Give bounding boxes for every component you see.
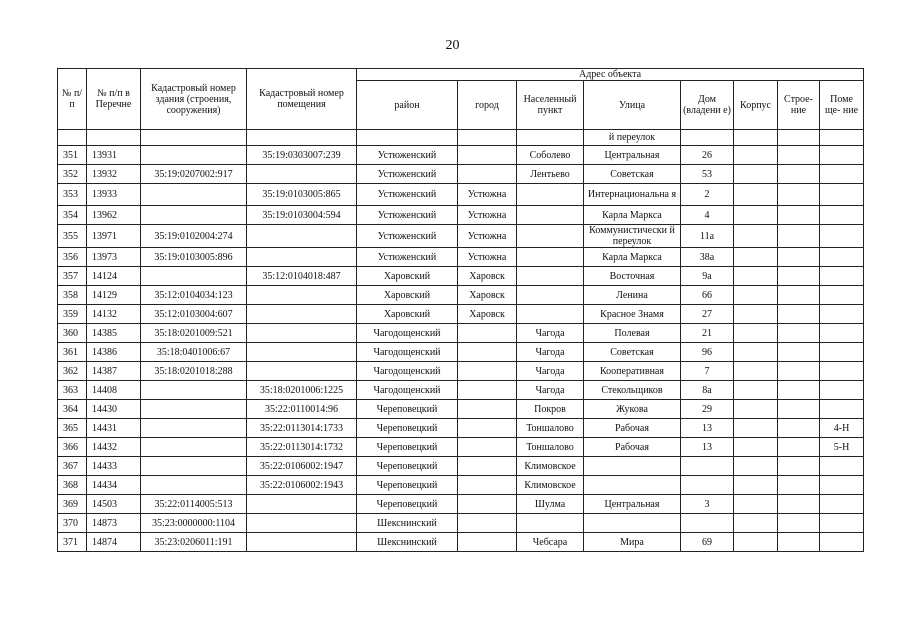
cell-num-in-list: 14387 xyxy=(87,362,141,381)
cell-settlement: Чебсара xyxy=(517,533,584,552)
cell-house: 13 xyxy=(681,419,734,438)
cell-cad-room xyxy=(247,248,357,267)
cell-room xyxy=(820,225,864,248)
header-house: Дом (владени е) xyxy=(681,81,734,130)
cell-korpus xyxy=(734,286,778,305)
table-row xyxy=(58,267,864,286)
cell-house: 4 xyxy=(681,206,734,225)
cell-stroenie xyxy=(778,184,820,206)
cell-district: Шекснинский xyxy=(357,514,458,533)
cell-city: Харовск xyxy=(458,267,517,286)
cell-city xyxy=(458,400,517,419)
cell-cad-room xyxy=(247,324,357,343)
cell-korpus xyxy=(734,381,778,400)
cell-district: Череповецкий xyxy=(357,476,458,495)
cell-num-in-list: 14873 xyxy=(87,514,141,533)
cell-city xyxy=(458,438,517,457)
cell-num-in-list: 13962 xyxy=(87,206,141,225)
cell-district: Устюженский xyxy=(357,248,458,267)
cell-city xyxy=(458,324,517,343)
cell-street: Карла Маркса xyxy=(584,248,681,267)
cell-stroenie xyxy=(778,225,820,248)
cell-street: Центральная xyxy=(584,495,681,514)
table-row xyxy=(58,248,864,267)
cell-room xyxy=(820,514,864,533)
cell-city xyxy=(458,476,517,495)
cell-cad-building: 35:18:0201018:288 xyxy=(141,362,247,381)
table-row xyxy=(58,305,864,324)
cell-num: 371 xyxy=(58,533,87,552)
cell-cad-building xyxy=(141,381,247,400)
cell-street: Интернациональна я xyxy=(584,184,681,206)
table-row xyxy=(58,533,864,552)
cell-settlement: Чагода xyxy=(517,362,584,381)
cell-num: 360 xyxy=(58,324,87,343)
header-korpus: Корпус xyxy=(734,81,778,130)
cell-house: 69 xyxy=(681,533,734,552)
cell-stroenie xyxy=(778,381,820,400)
cell-district: Харовский xyxy=(357,305,458,324)
cell-house: 53 xyxy=(681,165,734,184)
cell-city: Харовск xyxy=(458,305,517,324)
cell-room xyxy=(820,362,864,381)
cell-house: 29 xyxy=(681,400,734,419)
cell-cad-building xyxy=(141,267,247,286)
cell-korpus xyxy=(734,476,778,495)
cell-cad-building xyxy=(141,146,247,165)
cell-korpus xyxy=(734,206,778,225)
cell-num-in-list: 14132 xyxy=(87,305,141,324)
cell-street: Коммунистически й переулок xyxy=(584,225,681,248)
cell-street: Восточная xyxy=(584,267,681,286)
cell-house: 38а xyxy=(681,248,734,267)
cell-house: 66 xyxy=(681,286,734,305)
cell-city xyxy=(458,165,517,184)
cell-cad-building xyxy=(141,400,247,419)
page-number: 20 xyxy=(445,38,460,53)
cell-num-in-list: 14433 xyxy=(87,457,141,476)
cell-stroenie xyxy=(778,343,820,362)
cell-stroenie xyxy=(778,419,820,438)
cell-cad-room: 35:12:0104018:487 xyxy=(247,267,357,286)
cell-num: 357 xyxy=(58,267,87,286)
cell-num: 361 xyxy=(58,343,87,362)
cell-num-in-list: 14432 xyxy=(87,438,141,457)
cell-room xyxy=(820,165,864,184)
cell-street: Жукова xyxy=(584,400,681,419)
cell-stroenie xyxy=(778,165,820,184)
cell-num: 356 xyxy=(58,248,87,267)
cell-district: Череповецкий xyxy=(357,457,458,476)
cell-settlement xyxy=(517,305,584,324)
cell-num: 359 xyxy=(58,305,87,324)
cell-num: 369 xyxy=(58,495,87,514)
cell-korpus xyxy=(734,400,778,419)
cell-num: 367 xyxy=(58,457,87,476)
cell-house xyxy=(681,514,734,533)
cell-city xyxy=(458,457,517,476)
cell-room xyxy=(820,400,864,419)
table-row xyxy=(58,495,864,514)
cell-num: 351 xyxy=(58,146,87,165)
cell-cad-building: 35:23:0000000:1104 xyxy=(141,514,247,533)
cell-house: 96 xyxy=(681,343,734,362)
cell-city xyxy=(458,146,517,165)
cell-room xyxy=(820,476,864,495)
cell-city xyxy=(458,514,517,533)
cell-num-in-list: 14430 xyxy=(87,400,141,419)
cell-settlement xyxy=(517,225,584,248)
header-settlement: Населенный пункт xyxy=(517,81,584,130)
cell-city xyxy=(458,381,517,400)
cell-cad-building xyxy=(141,457,247,476)
cell-room xyxy=(820,286,864,305)
table-row xyxy=(58,165,864,184)
cell-num: 352 xyxy=(58,165,87,184)
cell-cad-room xyxy=(247,286,357,305)
cell-korpus xyxy=(734,324,778,343)
cell-cad-building xyxy=(141,184,247,206)
cell-cad-room xyxy=(247,225,357,248)
cell-settlement: Покров xyxy=(517,400,584,419)
cell-room xyxy=(820,381,864,400)
cell-cad-room xyxy=(247,533,357,552)
cell-korpus xyxy=(734,165,778,184)
cell-korpus xyxy=(734,343,778,362)
cell-stroenie xyxy=(778,495,820,514)
cell-district: Устюженский xyxy=(357,146,458,165)
cell-stroenie xyxy=(778,533,820,552)
cell-korpus xyxy=(734,533,778,552)
table-row xyxy=(58,438,864,457)
header-city: город xyxy=(458,81,517,130)
cell-num: 370 xyxy=(58,514,87,533)
cell-settlement: Соболево xyxy=(517,146,584,165)
cell-num: 366 xyxy=(58,438,87,457)
header-street: Улица xyxy=(584,81,681,130)
cell-cad-building: 35:23:0206011:191 xyxy=(141,533,247,552)
cell-num-in-list: 14874 xyxy=(87,533,141,552)
cell-settlement: Климовское xyxy=(517,457,584,476)
cell-district: Чагодощенский xyxy=(357,362,458,381)
cell-city: Устюжна xyxy=(458,184,517,206)
cell-korpus xyxy=(734,514,778,533)
cell-district: Устюженский xyxy=(357,206,458,225)
cell-settlement xyxy=(517,206,584,225)
cell-stroenie xyxy=(778,400,820,419)
cell-street: й переулок xyxy=(584,130,681,146)
cell-num-in-list: 13973 xyxy=(87,248,141,267)
cell-cad-building: 35:22:0114005:513 xyxy=(141,495,247,514)
table-row xyxy=(58,419,864,438)
cell-room xyxy=(820,533,864,552)
cell-num-in-list: 14408 xyxy=(87,381,141,400)
cell-district: Чагодощенский xyxy=(357,324,458,343)
header-num-in-list: № п/п в Перечне xyxy=(87,69,141,130)
cell-street: Стекольщиков xyxy=(584,381,681,400)
cell-city: Устюжна xyxy=(458,206,517,225)
cell-num-in-list: 14503 xyxy=(87,495,141,514)
cell-settlement: Шулма xyxy=(517,495,584,514)
table-row xyxy=(58,225,864,248)
cell-cad-building xyxy=(141,206,247,225)
cell-korpus xyxy=(734,146,778,165)
cell-street: Рабочая xyxy=(584,419,681,438)
cell-district: Харовский xyxy=(357,286,458,305)
cell-num: 354 xyxy=(58,206,87,225)
cell-num-in-list: 14434 xyxy=(87,476,141,495)
cell-district: Устюженский xyxy=(357,165,458,184)
cell-house: 13 xyxy=(681,438,734,457)
cell-street: Мира xyxy=(584,533,681,552)
cell-settlement: Климовское xyxy=(517,476,584,495)
continuation-row xyxy=(58,130,864,146)
cell-cad-room xyxy=(247,495,357,514)
cell-house: 2 xyxy=(681,184,734,206)
cell-house: 26 xyxy=(681,146,734,165)
cell-settlement: Лентьево xyxy=(517,165,584,184)
cell-house: 7 xyxy=(681,362,734,381)
cell-room xyxy=(820,184,864,206)
cell-city xyxy=(458,419,517,438)
cell-num: 358 xyxy=(58,286,87,305)
cell-cad-room xyxy=(247,305,357,324)
cell-num: 362 xyxy=(58,362,87,381)
cell-num: 368 xyxy=(58,476,87,495)
cell-stroenie xyxy=(778,286,820,305)
cell-stroenie xyxy=(778,514,820,533)
cell-house xyxy=(681,476,734,495)
cell-korpus xyxy=(734,362,778,381)
cell-district: Устюженский xyxy=(357,225,458,248)
cell-cad-building: 35:18:0201009:521 xyxy=(141,324,247,343)
table-row xyxy=(58,324,864,343)
cell-stroenie xyxy=(778,476,820,495)
cell-cad-room: 35:19:0303007:239 xyxy=(247,146,357,165)
cell-stroenie xyxy=(778,457,820,476)
table-row xyxy=(58,457,864,476)
cell-district: Устюженский xyxy=(357,184,458,206)
cell-num-in-list: 14431 xyxy=(87,419,141,438)
cell-cad-room: 35:18:0201006:1225 xyxy=(247,381,357,400)
cell-stroenie xyxy=(778,146,820,165)
cell-district: Череповецкий xyxy=(357,438,458,457)
cell-street: Карла Маркса xyxy=(584,206,681,225)
cell-cad-room: 35:22:0106002:1947 xyxy=(247,457,357,476)
cell-num-in-list: 14129 xyxy=(87,286,141,305)
cell-house: 8а xyxy=(681,381,734,400)
cell-cad-building: 35:12:0103004:607 xyxy=(141,305,247,324)
cell-house: 9а xyxy=(681,267,734,286)
cell-stroenie xyxy=(778,305,820,324)
cell-house xyxy=(681,457,734,476)
cell-street: Ленина xyxy=(584,286,681,305)
cell-district: Чагодощенский xyxy=(357,343,458,362)
cell-num: 363 xyxy=(58,381,87,400)
cell-district: Шекснинский xyxy=(357,533,458,552)
cell-num: 365 xyxy=(58,419,87,438)
cell-district: Харовский xyxy=(357,267,458,286)
cell-settlement: Тоншалово xyxy=(517,419,584,438)
cell-settlement xyxy=(517,286,584,305)
header-cad-room: Кадастровый номер помещения xyxy=(247,69,357,130)
cell-cad-building: 35:19:0103005:896 xyxy=(141,248,247,267)
cell-house: 27 xyxy=(681,305,734,324)
cell-korpus xyxy=(734,457,778,476)
cell-cad-room xyxy=(247,362,357,381)
cell-room xyxy=(820,457,864,476)
cell-num-in-list: 13932 xyxy=(87,165,141,184)
cell-korpus xyxy=(734,267,778,286)
cell-city xyxy=(458,533,517,552)
cell-cad-room: 35:19:0103004:594 xyxy=(247,206,357,225)
cell-room xyxy=(820,324,864,343)
cell-num-in-list: 13933 xyxy=(87,184,141,206)
cell-district: Чагодощенский xyxy=(357,381,458,400)
cell-street xyxy=(584,476,681,495)
cell-settlement xyxy=(517,248,584,267)
header-district: район xyxy=(357,81,458,130)
cell-settlement: Чагода xyxy=(517,324,584,343)
cell-cad-building xyxy=(141,419,247,438)
table-row xyxy=(58,400,864,419)
cell-settlement xyxy=(517,184,584,206)
objects-table xyxy=(57,68,864,552)
cell-street: Советская xyxy=(584,165,681,184)
cell-stroenie xyxy=(778,324,820,343)
cell-settlement: Чагода xyxy=(517,381,584,400)
cell-num-in-list: 14386 xyxy=(87,343,141,362)
cell-settlement xyxy=(517,514,584,533)
cell-city xyxy=(458,343,517,362)
table-row xyxy=(58,381,864,400)
cell-cad-building: 35:12:0104034:123 xyxy=(141,286,247,305)
cell-cad-building: 35:18:0401006:67 xyxy=(141,343,247,362)
cell-district: Череповецкий xyxy=(357,400,458,419)
cell-cad-building: 35:19:0207002:917 xyxy=(141,165,247,184)
header-stroenie: Строе- ние xyxy=(778,81,820,130)
cell-num: 364 xyxy=(58,400,87,419)
cell-cad-room: 35:22:0113014:1733 xyxy=(247,419,357,438)
cell-city: Устюжна xyxy=(458,248,517,267)
cell-street xyxy=(584,514,681,533)
cell-korpus xyxy=(734,438,778,457)
cell-cad-building xyxy=(141,476,247,495)
cell-room xyxy=(820,305,864,324)
cell-settlement xyxy=(517,267,584,286)
cell-stroenie xyxy=(778,438,820,457)
cell-cad-room xyxy=(247,165,357,184)
cell-city: Устюжна xyxy=(458,225,517,248)
cell-num-in-list: 14124 xyxy=(87,267,141,286)
cell-street: Полевая xyxy=(584,324,681,343)
cell-korpus xyxy=(734,184,778,206)
cell-cad-room: 35:22:0106002:1943 xyxy=(247,476,357,495)
cell-settlement: Тоншалово xyxy=(517,438,584,457)
cell-korpus xyxy=(734,225,778,248)
cell-city xyxy=(458,362,517,381)
table-row xyxy=(58,184,864,206)
cell-district: Череповецкий xyxy=(357,419,458,438)
cell-num-in-list: 14385 xyxy=(87,324,141,343)
cell-stroenie xyxy=(778,248,820,267)
cell-num-in-list: 13971 xyxy=(87,225,141,248)
cell-korpus xyxy=(734,248,778,267)
cell-cad-building xyxy=(141,438,247,457)
cell-num-in-list: 13931 xyxy=(87,146,141,165)
cell-house: 11а xyxy=(681,225,734,248)
cell-stroenie xyxy=(778,206,820,225)
cell-korpus xyxy=(734,495,778,514)
cell-city: Харовск xyxy=(458,286,517,305)
cell-room: 5-Н xyxy=(820,438,864,457)
cell-city xyxy=(458,495,517,514)
cell-room xyxy=(820,248,864,267)
cell-cad-room xyxy=(247,514,357,533)
cell-room xyxy=(820,267,864,286)
cell-num: 353 xyxy=(58,184,87,206)
header-cad-building: Кадастровый номер здания (строения, сооружения) xyxy=(141,69,247,130)
cell-house: 21 xyxy=(681,324,734,343)
cell-room xyxy=(820,495,864,514)
header-num: № п/п xyxy=(58,69,87,130)
cell-room xyxy=(820,206,864,225)
header-pomeshchenie: Поме ще- ние xyxy=(820,81,864,130)
cell-street: Центральная xyxy=(584,146,681,165)
table-row xyxy=(58,476,864,495)
cell-street: Рабочая xyxy=(584,438,681,457)
table-row xyxy=(58,206,864,225)
cell-stroenie xyxy=(778,362,820,381)
cell-room: 4-Н xyxy=(820,419,864,438)
cell-stroenie xyxy=(778,267,820,286)
cell-cad-room xyxy=(247,343,357,362)
cell-num: 355 xyxy=(58,225,87,248)
cell-street xyxy=(584,457,681,476)
cell-room xyxy=(820,146,864,165)
cell-cad-room: 35:22:0110014:96 xyxy=(247,400,357,419)
table-row xyxy=(58,362,864,381)
table-row xyxy=(58,514,864,533)
table-row xyxy=(58,343,864,362)
cell-district: Череповецкий xyxy=(357,495,458,514)
cell-house: 3 xyxy=(681,495,734,514)
cell-street: Кооперативная xyxy=(584,362,681,381)
cell-street: Красное Знамя xyxy=(584,305,681,324)
cell-korpus xyxy=(734,305,778,324)
table-row xyxy=(58,286,864,305)
header-address: Адрес объекта xyxy=(357,69,864,81)
cell-korpus xyxy=(734,419,778,438)
cell-room xyxy=(820,343,864,362)
cell-cad-room: 35:19:0103005:865 xyxy=(247,184,357,206)
cell-settlement: Чагода xyxy=(517,343,584,362)
cell-cad-building: 35:19:0102004:274 xyxy=(141,225,247,248)
table-row xyxy=(58,146,864,165)
cell-street: Советская xyxy=(584,343,681,362)
cell-cad-room: 35:22:0113014:1732 xyxy=(247,438,357,457)
